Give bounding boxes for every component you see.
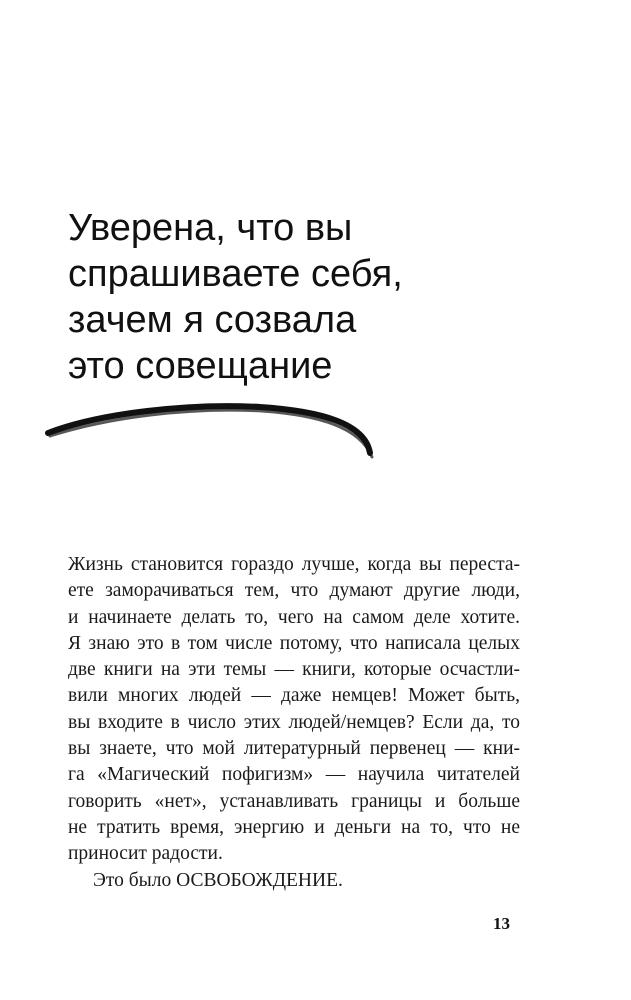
body-text [68,552,520,894]
text-line: две книги на эти темы — книги, которые осчастли- [68,659,520,681]
chapter-title [68,205,403,389]
text-line: Я знаю это в том числе потому, что написала целых [68,632,520,654]
text-line: вы знаете, что мой литературный первенец — кни- [68,738,520,760]
text-line: вы входите в число этих людей/немцев? Если да, то [68,711,520,733]
text-line: и начинаете делать то, чего на самом деле хотите. [68,606,520,628]
title-line: это совещание [68,345,333,387]
title-line: Уверена, что вы [68,207,353,249]
text-line: Жизнь становится гораздо лучше, когда вы переста- [68,554,520,575]
text-line: ете заморачиваться тем, что думают другие люди, [68,580,520,602]
text-line: га «Магический пофигизм» — научила читателей [68,764,520,786]
page-number: 13 [493,914,510,933]
text-line: Это было ОСВОБОЖДЕНИЕ. [93,869,343,891]
title-line: зачем я созвала [68,299,357,341]
text-line: говорить «нет», устанавливать границы и больше [68,790,520,812]
title-line: спрашиваете себя, [68,253,403,295]
text-line: не тратить время, энергию и деньги на то, что не [68,816,520,838]
text-line: вили многих людей — даже немцев! Может быть, [68,685,520,707]
text-line: приносит радости. [68,843,223,865]
brush-stroke-decoration [40,395,385,470]
